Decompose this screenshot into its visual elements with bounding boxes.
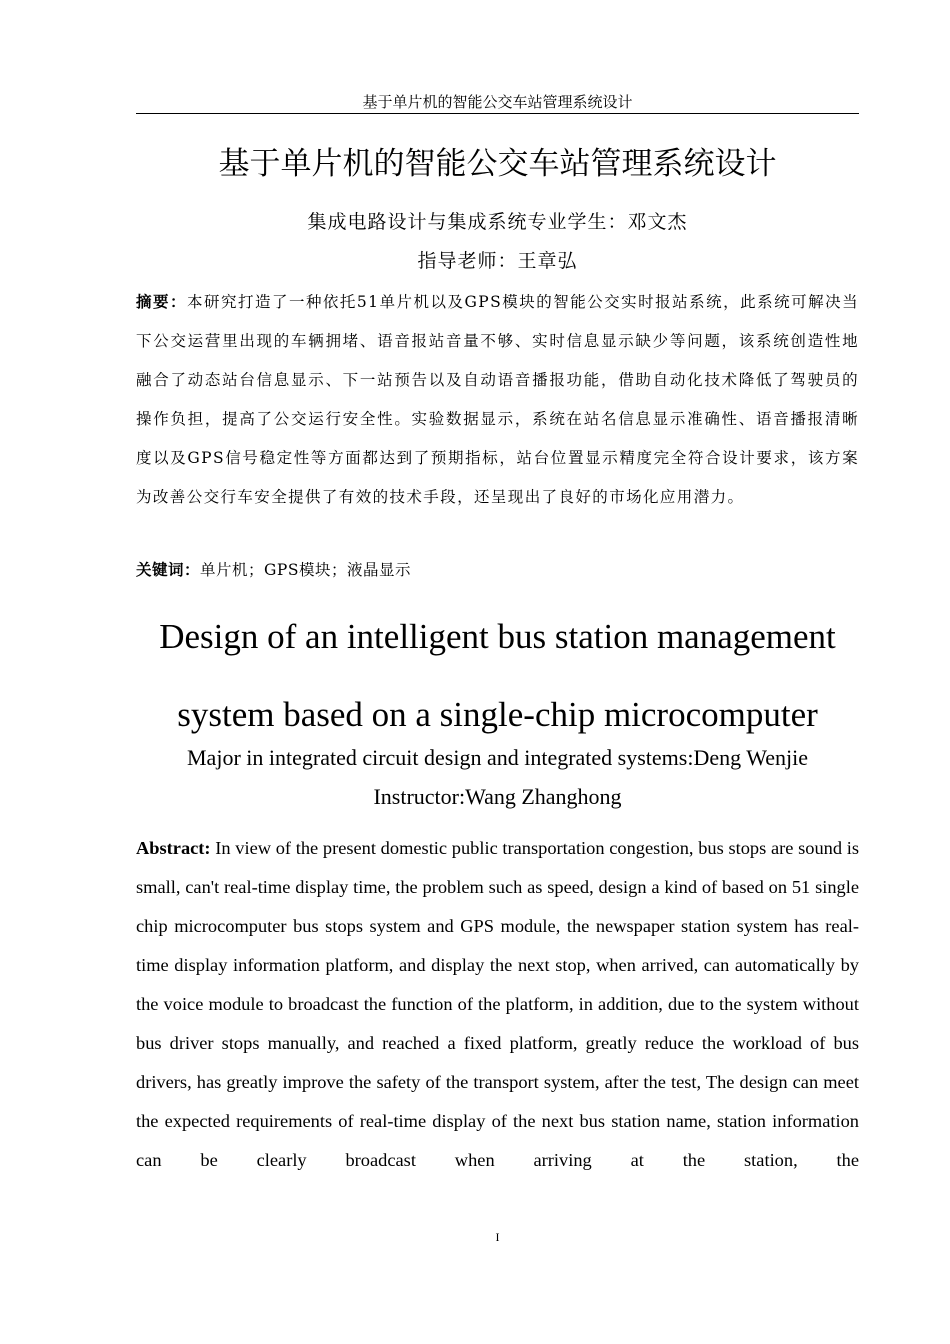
english-advisor-line: Instructor:Wang Zhanghong [373,784,622,809]
chinese-keywords [136,557,859,583]
chinese-abstract [136,282,859,517]
chinese-abstract-label: 摘要： [136,292,187,311]
chinese-author-line: 集成电路设计与集成系统专业学生：邓文杰 [307,211,688,233]
english-author-line: Major in integrated circuit design and integrated systems:Deng Wenjie [187,745,808,770]
english-title: Design of an intelligent bus station management system based on a single-chip microcomputer [159,617,836,734]
english-abstract-text: In view of the present domestic public transportation congestion, bus stops are sound is small, can't real-time display time, the problem such as speed, design a kind of based on 51 single chip microcomputer bus stops system and GPS module, the newspaper station system has real-time display information platform, and display the next stop, when arrived, can automatically by the voice module to broadcast the function of the platform, in addition, due to the system without bus driver stops manually, and reached a fixed platform, greatly reduce the workload of bus drivers, has greatly improve the safety of the transport system, after the test, The design can meet the expected requirements of real-time display of the next bus station name, station information can be clearly broadcast when arriving at the station, the [136,838,859,1170]
header-rule [136,113,859,114]
page-number: I [495,1230,500,1244]
chinese-abstract-text: 本研究打造了一种依托51单片机以及GPS模块的智能公交实时报站系统，此系统可解决当下公交运营里出现的车辆拥堵、语音报站音量不够、实时信息显示缺少等问题，该系统创造性地融合了动态站台信息显示、下一站预告以及自动语音播报功能，借助自动化技术降低了驾驶员的操作负担，提高了公交运行安全性。实验数据显示，系统在站名信息显示准确性、语音播报清晰度以及GPS信号稳定性等方面都达到了预期指标，站台位置显示精度完全符合设计要求，该方案为改善公交行车安全提供了有效的技术手段，还呈现出了良好的市场化应用潜力。 [136,293,859,506]
chinese-keywords-label: 关键词： [136,560,201,579]
chinese-keywords-text: 单片机；GPS模块；液晶显示 [200,561,411,579]
chinese-advisor-line: 指导老师：王章弘 [417,250,578,272]
english-abstract-label: Abstract: [136,838,211,858]
running-header: 基于单片机的智能公交车站管理系统设计 [362,93,633,111]
english-abstract [136,829,859,1180]
chinese-title: 基于单片机的智能公交车站管理系统设计 [218,146,777,182]
